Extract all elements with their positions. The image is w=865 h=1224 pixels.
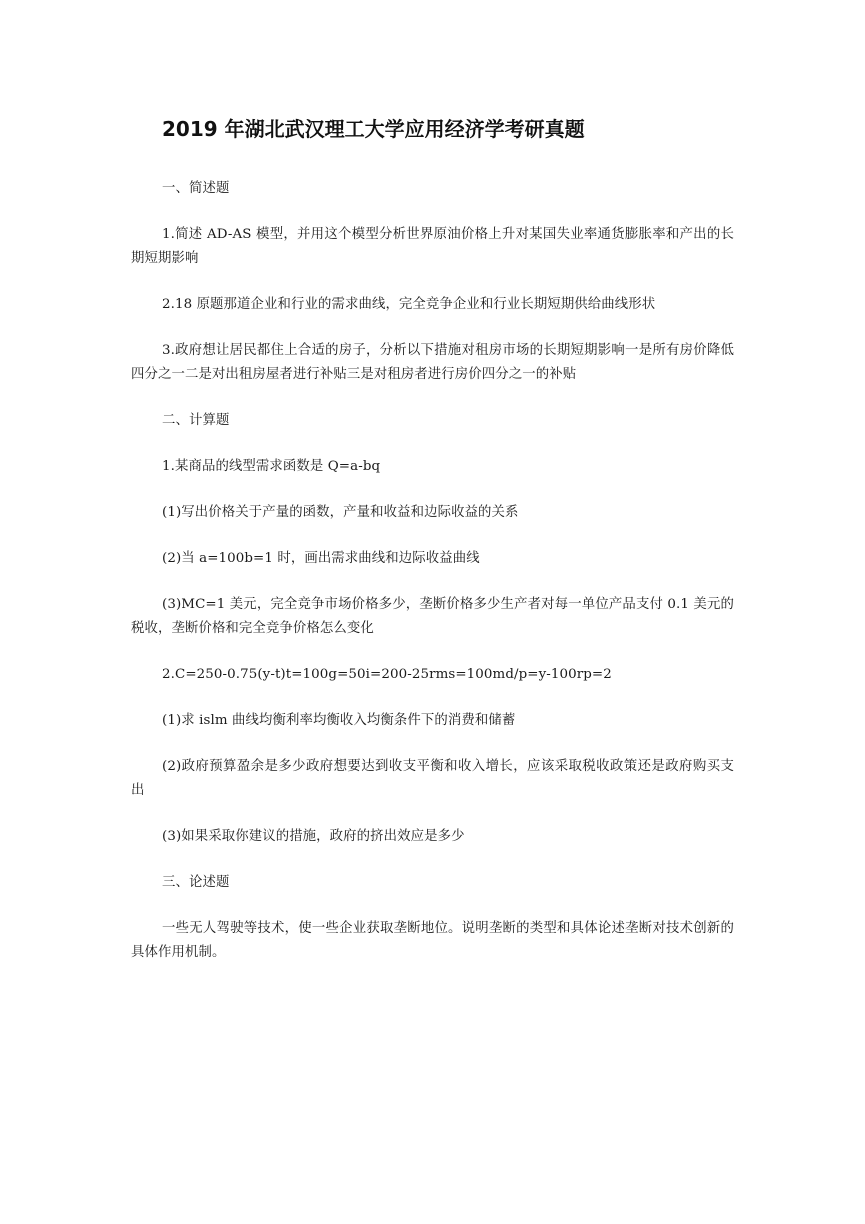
question-paragraph: 3.政府想让居民都住上合适的房子，分析以下措施对租房市场的长期短期影响一是所有房价降低四分之一二是对出租房屋者进行补贴三是对租房者进行房价四分之一的补贴 — [131, 343, 734, 382]
question-paragraph: (3)如果采取你建议的措施，政府的挤出效应是多少 — [162, 829, 465, 844]
question-paragraph: 1.简述 AD-AS 模型，并用这个模型分析世界原油价格上升对某国失业率通货膨胀率和产出的长期短期影响 — [131, 227, 734, 266]
question-paragraph: (1)写出价格关于产量的函数，产量和收益和边际收益的关系 — [162, 505, 519, 520]
question-paragraph: (2)政府预算盈余是多少政府想要达到收支平衡和收入增长，应该采取税收政策还是政府购买支出 — [131, 759, 734, 798]
section-heading-essay: 三、论述题 — [162, 875, 230, 890]
question-paragraph: 一些无人驾驶等技术，使一些企业获取垄断地位。说明垄断的类型和具体论述垄断对技术创新的具体作用机制。 — [131, 921, 734, 960]
question-paragraph: 2.C=250-0.75(y-t)t=100g=50i=200-25rms=100md/p=y-100rp=2 — [162, 667, 612, 682]
question-paragraph: (3)MC=1 美元，完全竞争市场价格多少，垄断价格多少生产者对每一单位产品支付 0.1 美元的税收，垄断价格和完全竞争价格怎么变化 — [131, 597, 734, 636]
question-paragraph: (1)求 islm 曲线均衡利率均衡收入均衡条件下的消费和储蓄 — [162, 713, 516, 728]
question-paragraph: 1.某商品的线型需求函数是 Q=a-bq — [162, 459, 381, 474]
spacer — [131, 146, 734, 177]
question-paragraph: (2)当 a=100b=1 时，画出需求曲线和边际收益曲线 — [162, 551, 480, 566]
question-paragraph: 2.18 原题那道企业和行业的需求曲线，完全竞争企业和行业长期短期供给曲线形状 — [162, 297, 656, 312]
document-page — [131, 112, 734, 965]
section-heading-short-answer: 一、简述题 — [162, 181, 230, 196]
section-heading-calculation: 二、计算题 — [162, 413, 230, 428]
document-title: 2019 年湖北武汉理工大学应用经济学考研真题 — [162, 117, 585, 141]
